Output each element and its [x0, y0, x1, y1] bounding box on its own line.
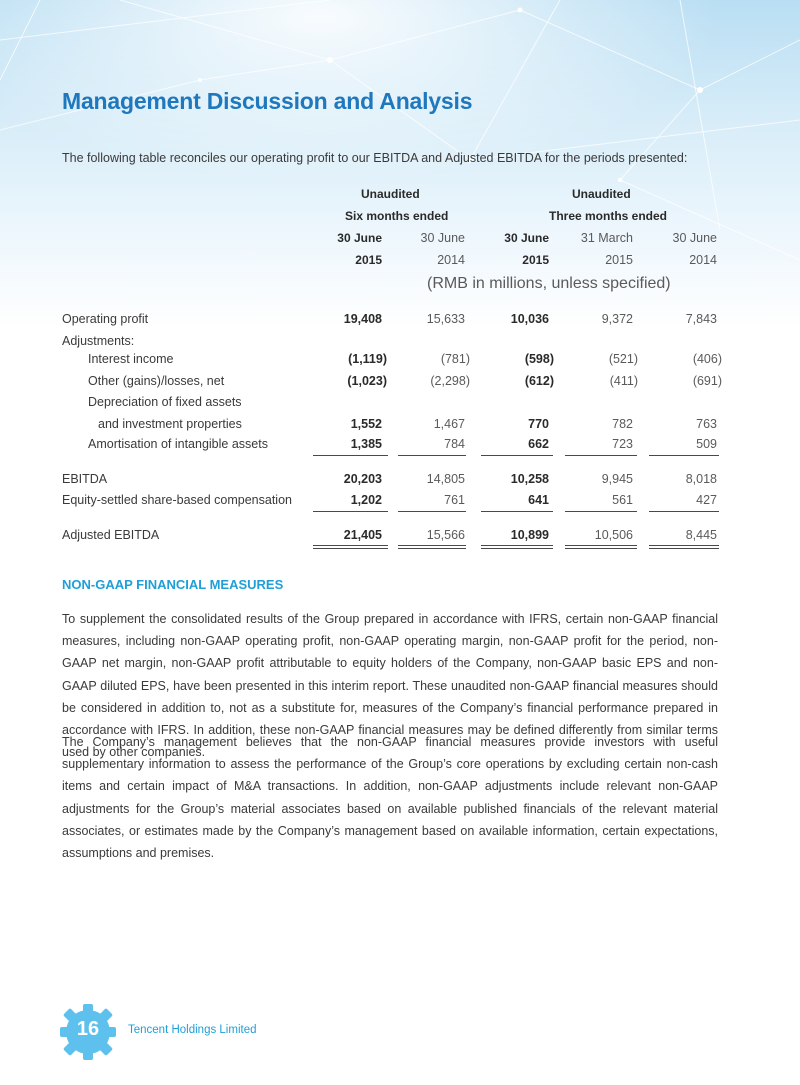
table-cell: 784	[444, 437, 465, 451]
table-cell: 14,805	[426, 472, 465, 486]
table-cell: (691)	[692, 374, 722, 388]
table-cell: (521)	[608, 352, 638, 366]
double-rule	[481, 545, 553, 549]
table-cell: 7,843	[685, 312, 717, 326]
col5-year: 2014	[689, 253, 717, 267]
header-network-background	[0, 0, 800, 330]
col2-date: 30 June	[420, 231, 465, 245]
total-rule	[565, 511, 637, 512]
unit-note: (RMB in millions, unless specified)	[427, 275, 671, 292]
row-label: Equity-settled share-based compensation	[62, 493, 292, 507]
table-cell: 770	[528, 417, 549, 431]
total-rule	[481, 455, 553, 456]
row-label: Other (gains)/losses, net	[88, 374, 225, 388]
table-cell: 761	[444, 493, 465, 507]
table-cell: 723	[612, 437, 633, 451]
table-cell: 641	[528, 493, 549, 507]
footer-company-name: Tencent Holdings Limited	[128, 1024, 257, 1036]
total-rule	[398, 511, 466, 512]
double-rule	[649, 545, 719, 549]
paragraph: The Company’s management believes that the non-GAAP financial measures provide investors with useful supplementary information to assess the performance of the Group’s core operations by excluding certain non-cash items and certain impact of M&A transactions. In addition, non-GAAP adjustments include relevant non-GAAP adjustments for the Group’s material associates based on available published financials of the relevant material associates, or estimates made by the Company’s management based on available information, certain expectations, assumptions and premises.	[62, 735, 718, 861]
row-label: Depreciation of fixed assets	[88, 395, 242, 409]
total-rule	[313, 455, 388, 456]
double-rule	[398, 545, 466, 549]
col1-year: 2015	[355, 253, 382, 267]
total-rule	[649, 455, 719, 456]
col3-year: 2015	[522, 253, 549, 267]
col5-date: 30 June	[672, 231, 717, 245]
table-cell: (1,119)	[348, 352, 387, 366]
table-cell: 10,506	[594, 528, 633, 542]
table-cell: 1,385	[350, 437, 382, 451]
table-cell: (781)	[440, 352, 470, 366]
col3-date: 30 June	[504, 231, 549, 245]
col2-year: 2014	[437, 253, 465, 267]
group2-audit-label: Unaudited	[572, 187, 631, 201]
section-heading: NON-GAAP FINANCIAL MEASURES	[62, 577, 284, 592]
total-rule	[481, 511, 553, 512]
intro-text: The following table reconciles our operating profit to our EBITDA and Adjusted EBITDA for the periods presented:	[62, 151, 688, 165]
table-cell: 10,899	[510, 528, 549, 542]
table-cell: 10,036	[510, 312, 549, 326]
row-label: Adjusted EBITDA	[62, 528, 160, 542]
table-cell: 662	[528, 437, 549, 451]
total-rule	[398, 455, 466, 456]
total-rule	[565, 455, 637, 456]
row-label: Interest income	[88, 352, 174, 366]
col4-date: 31 March	[580, 231, 633, 245]
row-label: Amortisation of intangible assets	[88, 437, 268, 451]
table-cell: (406)	[692, 352, 722, 366]
table-cell: 10,258	[510, 472, 549, 486]
double-rule	[313, 545, 388, 549]
col4-year: 2015	[605, 253, 633, 267]
row-label: and investment properties	[98, 417, 242, 431]
table-cell: 19,408	[343, 312, 382, 326]
col1-date: 30 June	[337, 231, 382, 245]
table-cell: 509	[696, 437, 717, 451]
group1-period-label: Six months ended	[345, 209, 449, 223]
table-cell: 782	[612, 417, 633, 431]
table-cell: 21,405	[343, 528, 382, 542]
table-cell: (411)	[609, 374, 638, 388]
table-cell: 1,202	[350, 493, 382, 507]
row-label: Adjustments:	[62, 334, 135, 348]
table-cell: 15,633	[426, 312, 465, 326]
total-rule	[313, 511, 388, 512]
page-title: Management Discussion and Analysis	[62, 88, 473, 114]
table-cell: 8,018	[685, 472, 717, 486]
double-rule	[565, 545, 637, 549]
table-cell: 1,467	[433, 417, 465, 431]
table-cell: 15,566	[426, 528, 465, 542]
group1-audit-label: Unaudited	[361, 187, 420, 201]
table-cell: 9,945	[601, 472, 633, 486]
table-cell: 8,445	[685, 528, 717, 542]
table-cell: 427	[696, 493, 717, 507]
group2-period-label: Three months ended	[549, 209, 668, 223]
table-cell: 763	[696, 417, 717, 431]
total-rule	[649, 511, 719, 512]
row-label: Operating profit	[62, 312, 149, 326]
table-cell: 561	[612, 493, 633, 507]
table-cell: (2,298)	[430, 374, 470, 388]
table-cell: 9,372	[601, 312, 633, 326]
table-cell: (1,023)	[347, 374, 387, 388]
table-cell: 20,203	[343, 472, 382, 486]
table-cell: (598)	[524, 352, 554, 366]
table-cell: (612)	[524, 374, 554, 388]
paragraph: To supplement the consolidated results of the Group prepared in accordance with IFRS, certain non-GAAP financial measures, including non-GAAP operating profit, non-GAAP operating margin, non-GAAP profit for the period, non-GAAP net margin, non-GAAP profit attributable to equity holders of the Company, non-GAAP basic EPS and non-GAAP diluted EPS, have been presented in this interim report. These unaudited non-GAAP financial measures should be considered in addition to, not as a substitute for, measures of the Company’s financial performance prepared in accordance with IFRS. In addition, these non-GAAP financial measures may be defined differently from similar terms used by other companies.	[62, 612, 718, 760]
page-number: 16	[76, 1018, 100, 1040]
row-label: EBITDA	[62, 472, 108, 486]
table-cell: 1,552	[350, 417, 382, 431]
